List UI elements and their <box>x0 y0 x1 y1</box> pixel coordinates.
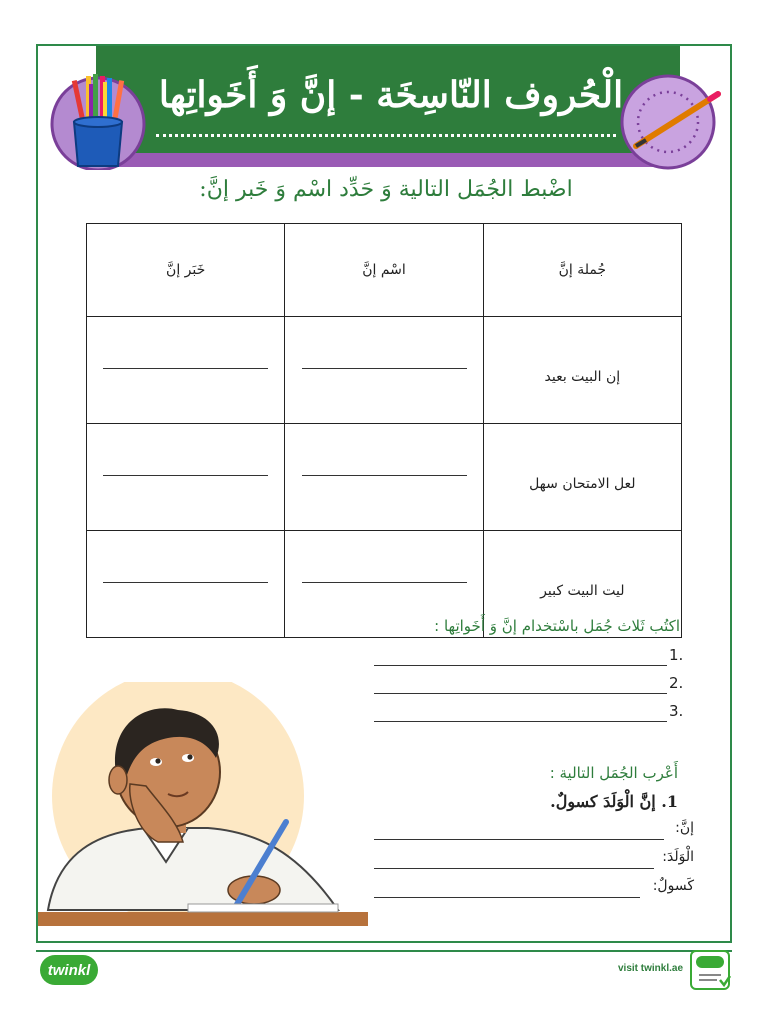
twinkl-logo: twinkl <box>40 955 98 985</box>
answer-line <box>103 368 268 369</box>
subject-answer-cell[interactable] <box>285 424 483 531</box>
answer-line <box>374 868 654 869</box>
answer-line <box>374 839 664 840</box>
line-number: 1. <box>669 646 684 664</box>
parse-label: كَسولٌ: <box>652 878 694 894</box>
parse-row-inna[interactable] <box>374 820 694 840</box>
line-number: 2. <box>669 674 684 692</box>
predicate-answer-cell[interactable] <box>87 531 285 638</box>
parse-label: الْوَلَدَ: <box>662 849 694 865</box>
table-row <box>87 424 682 531</box>
write-sentences-title: اكتُب ثَلاث جُمَل باسْتخدام إنَّ وَ أَخَواتِها : <box>434 617 680 635</box>
table-header-row <box>87 224 682 317</box>
footer-rule <box>36 950 732 952</box>
sentence-cell: لعل الامتحان سهل <box>483 424 681 531</box>
answer-line <box>374 665 667 666</box>
parse-sentence: 1. إنَّ الْوَلَدَ كسولٌ. <box>550 792 678 811</box>
footer-url-link[interactable]: visit twinkl.ae <box>618 963 684 974</box>
predicate-answer-cell[interactable] <box>87 317 285 424</box>
page-title: الْحُروف النّاسِخَة - إنَّ وَ أَخَواتِها <box>158 74 624 116</box>
write-line-1[interactable] <box>374 648 684 666</box>
table-row <box>87 317 682 424</box>
header-sentence: جُملة إنَّ <box>483 224 681 317</box>
header-predicate: خَبَر إنَّ <box>87 224 285 317</box>
predicate-answer-cell[interactable] <box>87 424 285 531</box>
instruction-text: اضْبط الجُمَل التالية وَ حَدِّد اسْم وَ خَبر إنَّ: <box>199 177 573 202</box>
pencil-cup-icon <box>48 70 148 170</box>
answer-line <box>302 475 467 476</box>
answer-line <box>302 582 467 583</box>
banner-dotted-line <box>156 134 616 137</box>
write-line-3[interactable] <box>374 704 684 722</box>
answer-line <box>374 721 667 722</box>
answer-line <box>374 693 667 694</box>
worksheet-table <box>86 223 682 638</box>
parse-sentences-title: أَعْرب الجُمَل التالية : <box>549 764 678 782</box>
parse-label: إنَّ: <box>675 820 694 836</box>
line-number: 3. <box>669 702 684 720</box>
thinking-boy-illustration <box>38 682 368 930</box>
answer-line <box>374 897 640 898</box>
page-frame <box>36 44 732 943</box>
write-line-2[interactable] <box>374 676 684 694</box>
answer-line <box>302 368 467 369</box>
sentence-cell: ليت البيت كبير <box>483 531 681 638</box>
compass-circle-icon <box>618 72 722 170</box>
header-subject: اسْم إنَّ <box>285 224 483 317</box>
parse-row-kasul[interactable] <box>374 878 694 898</box>
parse-row-walad[interactable] <box>374 849 694 869</box>
quality-badge-icon <box>690 950 732 990</box>
answer-line <box>103 475 268 476</box>
sentence-cell: إن البيت بعيد <box>483 317 681 424</box>
answer-line <box>103 582 268 583</box>
banner-purple-strip <box>96 153 680 167</box>
subject-answer-cell[interactable] <box>285 317 483 424</box>
